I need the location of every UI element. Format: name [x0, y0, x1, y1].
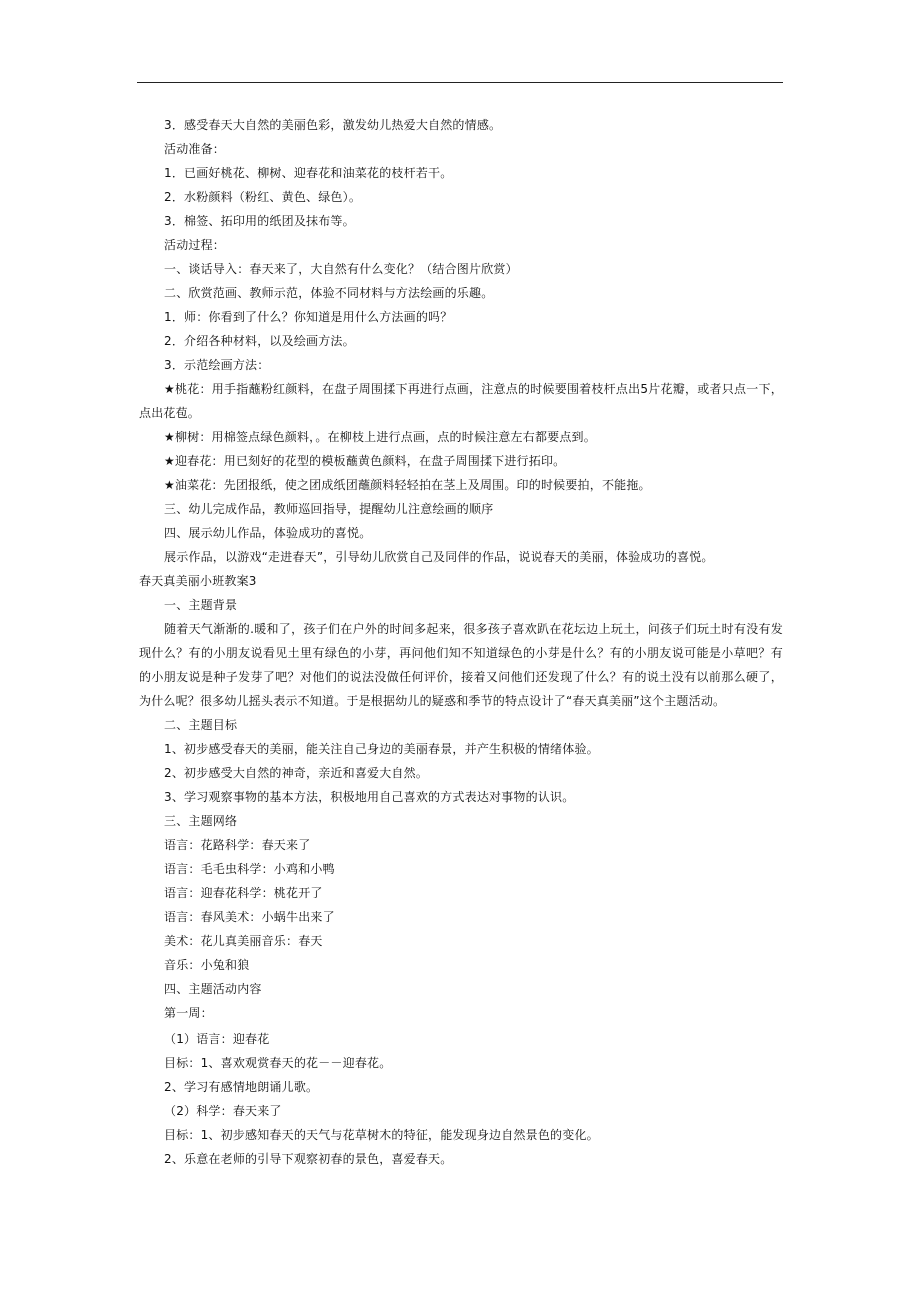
text-line: 四、展示幼儿作品，体验成功的喜悦。	[164, 526, 372, 540]
text-line: 二、欣赏范画、教师示范，体验不同材料与方法绘画的乐趣。	[164, 286, 494, 300]
text-line: ★油菜花：先团报纸，使之团成纸团蘸颜料轻轻拍在茎上及周围。印的时候要拍，不能拖。	[164, 478, 651, 492]
text-line: 第一周：	[164, 1006, 213, 1020]
text-line: 音乐：小兔和狼	[164, 958, 250, 972]
text-line: 语言：毛毛虫科学：小鸡和小鸭	[164, 862, 335, 876]
text-line: 三、主题网络	[164, 814, 238, 828]
text-line: 的小朋友说是种子发芽了吧？对他们的说法没做任何评价，接着又问他们还发现了什么？有的说土没有以前那么硬了，	[139, 670, 783, 684]
text-line: 随着天气渐渐的.暖和了，孩子们在户外的时间多起来，很多孩子喜欢趴在花坛边上玩土，问孩子们玩土时有没有发	[164, 622, 783, 636]
text-line: 2、初步感受大自然的神奇，亲近和喜爱大自然。	[164, 766, 429, 780]
text-line: 3．示范绘画方法：	[164, 358, 270, 372]
text-line: 3、学习观察事物的基本方法，积极地用自己喜欢的方式表达对事物的认识。	[164, 790, 575, 804]
text-line: 目标：1、初步感知春天的天气与花草树木的特征，能发现身边自然景色的变化。	[164, 1128, 599, 1142]
text-line: 现什么？有的小朋友说看见土里有绿色的小芽，再问他们知不知道绿色的小芽是什么？有的小朋友说可能是小草吧？有	[139, 646, 783, 660]
text-line: 春天真美丽小班教案3	[139, 574, 257, 588]
text-line: 1．已画好桃花、柳树、迎春花和油菜花的枝杆若干。	[164, 166, 453, 180]
text-line: 为什么呢？很多幼儿摇头表示不知道。于是根据幼儿的疑惑和季节的特点设计了“春天真美丽”这个主题活动。	[139, 694, 726, 708]
text-line: 美术：花儿真美丽音乐：春天	[164, 934, 323, 948]
header-rule	[137, 82, 783, 83]
text-line: 展示作品，以游戏“走进春天”，引导幼儿欣赏自己及同伴的作品，说说春天的美丽，体验成功的喜悦。	[164, 550, 714, 564]
text-line: 语言：春风美术：小蜗牛出来了	[164, 910, 335, 924]
text-line: （1）语言：迎春花	[164, 1032, 270, 1046]
text-line: 二、主题目标	[164, 718, 238, 732]
text-line: 2．介绍各种材料，以及绘画方法。	[164, 334, 355, 348]
text-line: 活动准备：	[164, 142, 226, 156]
text-line: 语言：花路科学：春天来了	[164, 838, 311, 852]
text-line: 目标：1、喜欢观赏春天的花－－迎春花。	[164, 1056, 392, 1070]
text-line: ★柳树：用棉签点绿色颜料，。在柳枝上进行点画，点的时候注意左右都要点到。	[164, 430, 596, 444]
text-line: 3．感受春天大自然的美丽色彩，激发幼儿热爱大自然的情感。	[164, 118, 502, 132]
text-line: ★迎春花：用已刻好的花型的模板蘸黄色颜料，在盘子周围揉下进行拓印。	[164, 454, 566, 468]
text-line: ★桃花：用手指蘸粉红颜料，在盘子周围揉下再进行点画，注意点的时候要围着枝杆点出5片花瓣，或者只点一下，	[164, 382, 783, 396]
text-line: 一、谈话导入：春天来了，大自然有什么变化？（结合图片欣赏）	[164, 262, 518, 276]
text-line: 3．棉签、拓印用的纸团及抹布等。	[164, 214, 355, 228]
text-line: 四、主题活动内容	[164, 982, 262, 996]
text-line: 2、乐意在老师的引导下观察初春的景色，喜爱春天。	[164, 1152, 453, 1166]
text-line: 2．水粉颜料（粉红、黄色、绿色）。	[164, 190, 362, 204]
text-line: （2）科学：春天来了	[164, 1104, 282, 1118]
text-line: 语言：迎春花科学：桃花开了	[164, 886, 323, 900]
text-line: 2、学习有感情地朗诵儿歌。	[164, 1080, 319, 1094]
text-line: 点出花苞。	[139, 406, 201, 420]
text-line: 三、幼儿完成作品，教师巡回指导，提醒幼儿注意绘画的顺序	[164, 502, 494, 516]
text-line: 一、主题背景	[164, 598, 238, 612]
text-line: 1．师：你看到了什么？你知道是用什么方法画的吗？	[164, 310, 453, 324]
text-line: 1、初步感受春天的美丽，能关注自己身边的美丽春景，并产生积极的情绪体验。	[164, 742, 599, 756]
text-line: 活动过程：	[164, 238, 226, 252]
